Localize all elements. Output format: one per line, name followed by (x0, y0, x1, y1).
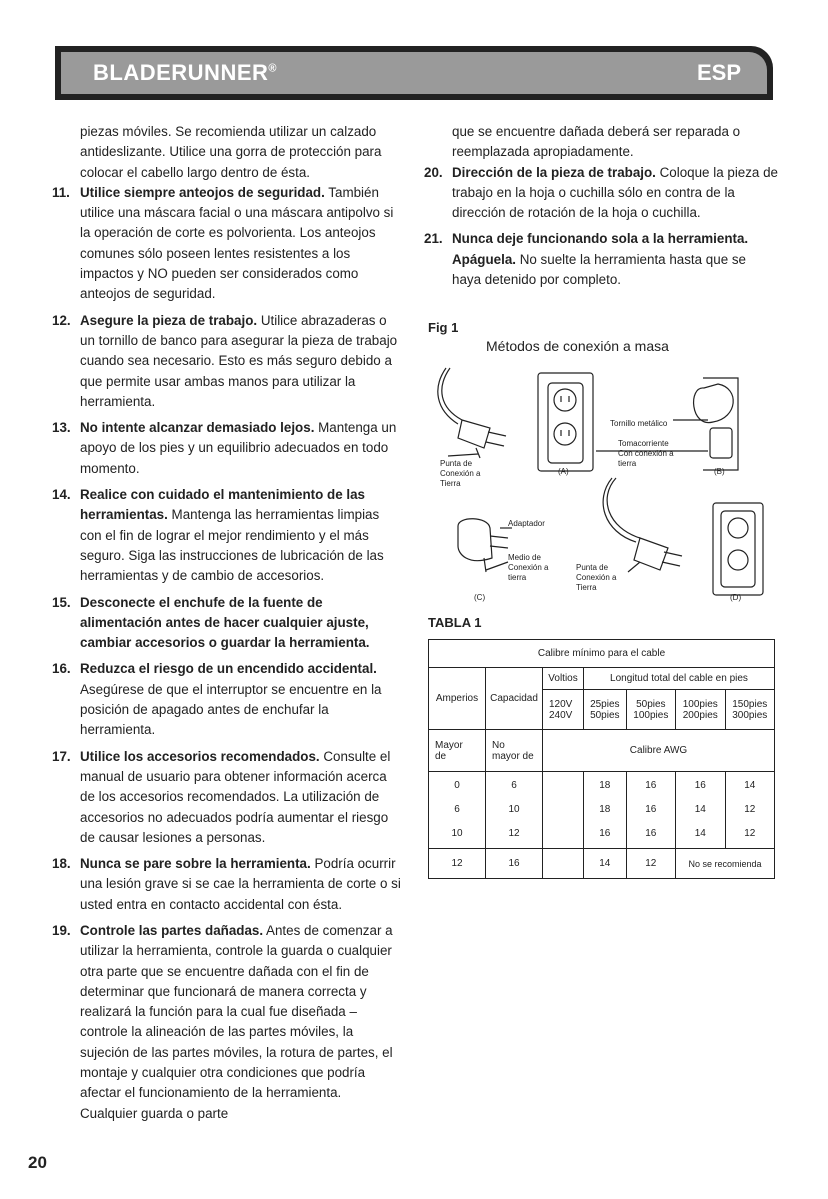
outlet-a-icon (538, 373, 593, 471)
last-gauge-1: 14 (584, 849, 627, 879)
length-cell: 50pies 100pies (626, 690, 675, 730)
svg-text:Conexión a: Conexión a (508, 563, 549, 572)
item-14: 14. Realice con cuidado el mantenimiento de las herramientas. Mantenga las herramientas limpias con el fin de lograr el mejor rendimiento y el más seguro. Siga las instrucciones de lubricación de las herramientas y de cambio de accesorios. (52, 487, 384, 584)
brand-title: BLADERUNNER® (93, 60, 277, 85)
gauge-col-4: 14 12 12 (725, 772, 775, 849)
svg-text:Medio de: Medio de (508, 553, 541, 562)
no-mayor-de-header: No mayor de (486, 730, 543, 772)
not-recommended: No se recomienda (676, 849, 775, 879)
table-label: TABLA 1 (428, 615, 482, 630)
no-mayor-values: 6 10 12 (486, 772, 543, 849)
right-column (424, 122, 778, 296)
item-19: 19. Controle las partes dañadas. Antes de comenzar a utilizar la herramienta, controle la guarda o cualquier otra parte que se encuentre dañada con el fin de determinar que funcionará de manera correcta y realizará la función para la cual fue diseñada – controle la alineación de las partes móviles, la sujeción de las partes móviles, la rotura de partes, el montaje y cualquier otra condiciones que podría afectar el funcionamiento de la herramienta. Cualquier guarda o parte (52, 922, 393, 1121)
right-intro: que se encuentre dañada deberá ser reparada o reemplazada apropiadamente. (452, 124, 741, 160)
svg-text:Tornillo metálico: Tornillo metálico (610, 419, 668, 428)
length-cell: 100pies 200pies (676, 690, 725, 730)
header-bar (55, 46, 773, 100)
item-16: 16. Reduzca el riesgo de un encendido accidental. Asegúrese de que el interruptor se encuentre en la posición de apagado antes de enchufar la herramienta. (52, 661, 382, 738)
adapter-c-icon (458, 519, 492, 561)
voltage-cell: 120V 240V (543, 690, 584, 730)
svg-text:Tierra: Tierra (440, 479, 461, 488)
item-12: 12. Asegure la pieza de trabajo. Utilice abrazaderas o un tornillo de banco para asegurar la pieza de trabajo cuando sea necesario. Esto es más seguro debido a que permite usar ambas manos para utilizar la herramienta. (52, 312, 398, 409)
longitud-header: Longitud total del cable en pies (584, 668, 775, 690)
capacidad-header: Capacidad (486, 668, 543, 730)
svg-text:Con conexión a: Con conexión a (618, 449, 674, 458)
mayor-values: 0 6 10 (429, 772, 486, 849)
voltage-blank (543, 772, 584, 849)
svg-text:Tierra: Tierra (576, 583, 597, 592)
amperios-header: Amperios (429, 668, 486, 730)
outlet-b-icon (703, 378, 738, 470)
plug-d-icon (634, 538, 668, 570)
svg-text:(D): (D) (730, 593, 742, 602)
voltios-header: Voltios (543, 668, 584, 690)
adapter-b-icon (694, 384, 734, 423)
figure-label: Fig 1 (428, 320, 459, 335)
svg-text:Conexión a: Conexión a (440, 469, 481, 478)
gauge-col-1: 18 18 16 (584, 772, 627, 849)
header-inner (61, 52, 767, 94)
left-column (52, 122, 401, 1130)
svg-text:(B): (B) (714, 467, 725, 476)
svg-text:Tomacorriente: Tomacorriente (618, 439, 669, 448)
svg-text:tierra: tierra (508, 573, 527, 582)
last-no-mayor: 16 (486, 849, 543, 879)
figure-title: Métodos de conexión a masa (486, 338, 669, 354)
item-15: 15. Desconecte el enchufe de la fuente de alimentación antes de hacer cualquier ajuste, cambiar accesorios o guardar la herramienta. (52, 594, 370, 651)
svg-text:Punta de: Punta de (576, 563, 609, 572)
svg-text:Conexión a: Conexión a (576, 573, 617, 582)
gauge-col-3: 16 14 14 (676, 772, 725, 849)
last-voltage-blank (543, 849, 584, 879)
mayor-de-header: Mayor de (429, 730, 486, 772)
length-cell: 150pies 300pies (725, 690, 775, 730)
page-number: 20 (28, 1153, 47, 1172)
cable-gauge-table (428, 639, 775, 879)
item-20: 20. Dirección de la pieza de trabajo. Coloque la pieza de trabajo en la hoja o cuchilla sólo en contra de la dirección de rotación de la hoja o cuchilla. (424, 164, 778, 221)
item-21: 21. Nunca deje funcionando sola a la herramienta. Apáguela. No suelte la herramienta hasta que se haya detenido por completo. (424, 231, 749, 288)
svg-text:tierra: tierra (618, 459, 637, 468)
last-gauge-2: 12 (626, 849, 675, 879)
last-mayor: 12 (429, 849, 486, 879)
item-13: 13. No intente alcanzar demasiado lejos. Mantenga un apoyo de los pies y un equilibrio adecuados en todo momento. (52, 420, 397, 476)
item-17: 17. Utilice los accesorios recomendados. Consulte el manual de usuario para obtener información acerca de los accesorios recomendados. La utilización de accesorios no adecuados podría aumentar el riesgo de causar lesiones a personas. (52, 748, 391, 845)
left-intro: piezas móviles. Se recomienda utilizar un calzado antideslizante. Utilice una gorra de protección para colocar el cabello largo dentro de ésta. (80, 124, 382, 180)
gauge-col-2: 16 16 16 (626, 772, 675, 849)
grounding-figure (428, 358, 788, 608)
item-18: 18. Nunca se pare sobre la herramienta. Podría ocurrir una lesión grave si se cae la herramienta de corte o si usted entra en contacto accidental con ésta. (52, 856, 401, 912)
svg-text:(A): (A) (558, 467, 569, 476)
cord-d-icon (607, 478, 640, 538)
table-title: Calibre mínimo para el cable (429, 640, 775, 668)
language-code: ESP (696, 60, 741, 85)
calibre-awg-header: Calibre AWG (543, 730, 775, 772)
svg-text:Punta de: Punta de (440, 459, 473, 468)
plug-a-icon (458, 420, 490, 448)
svg-text:Adaptador: Adaptador (508, 519, 545, 528)
svg-text:(C): (C) (474, 593, 486, 602)
item-11: 11. Utilice siempre anteojos de seguridad. También utilice una máscara facial o una máscara antipolvo si la operación de corte es polvorienta. Los anteojos comunes sólo poseen lentes resistentes a los impactos y NO pueden ser considerados como anteojos de seguridad. (52, 184, 394, 302)
length-cell: 25pies 50pies (584, 690, 627, 730)
